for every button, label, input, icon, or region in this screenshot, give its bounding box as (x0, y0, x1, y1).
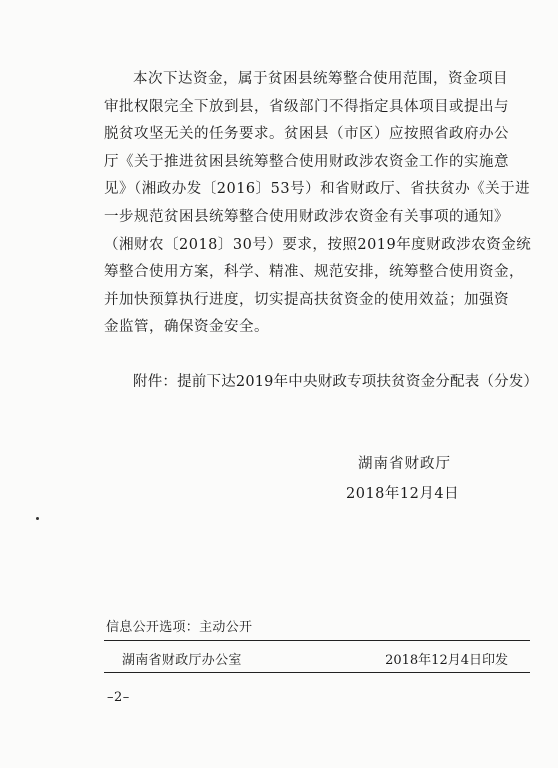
body-line: 厅《关于推进贫困县统筹整合使用财政涉农资金工作的实施意 (104, 153, 509, 170)
issue-date: 2018年12月4日印发 (385, 653, 508, 668)
signature-organization: 湖南省财政厅 (358, 456, 451, 472)
issuer-row (104, 641, 530, 672)
body-paragraph (104, 66, 532, 342)
body-line: 本次下达资金，属于贫困县统筹整合使用范围，资金项目 (133, 71, 508, 87)
issuing-office: 湖南省财政厅办公室 (122, 653, 242, 668)
body-line: 并加快预算执行进度，切实提高扶贫资金的使用效益；加强资 (104, 291, 509, 308)
attachment-note: 附件：提前下达2019年中央财政专项扶贫资金分配表（分发） (133, 374, 539, 390)
document-footer (104, 616, 530, 673)
body-line: （湘财农〔2018〕30号）要求，按照2019年度财政涉农资金统 (104, 236, 532, 253)
scan-speck (36, 517, 39, 520)
body-line: 审批权限完全下放到县，省级部门不得指定具体项目或提出与 (104, 98, 509, 115)
body-line: 金监管，确保资金安全。 (104, 319, 269, 336)
body-line: 筹整合使用方案，科学、精准、规范安排，统筹整合使用资金， (104, 264, 524, 281)
signature-date: 2018年12月4日 (346, 486, 460, 502)
body-line: 一步规范贫困县统筹整合使用财政涉农资金有关事项的通知》 (104, 208, 509, 225)
body-line: 脱贫攻坚无关的任务要求。贫困县（市区）应按照省政府办公 (104, 126, 509, 143)
body-line: 见》（湘政办发〔2016〕53号）和省财政厅、省扶贫办《关于进 (104, 181, 531, 198)
disclosure-option: 信息公开选项：主动公开 (106, 620, 253, 635)
page-number: –2– (107, 690, 130, 705)
footer-rule-bottom (104, 672, 530, 673)
